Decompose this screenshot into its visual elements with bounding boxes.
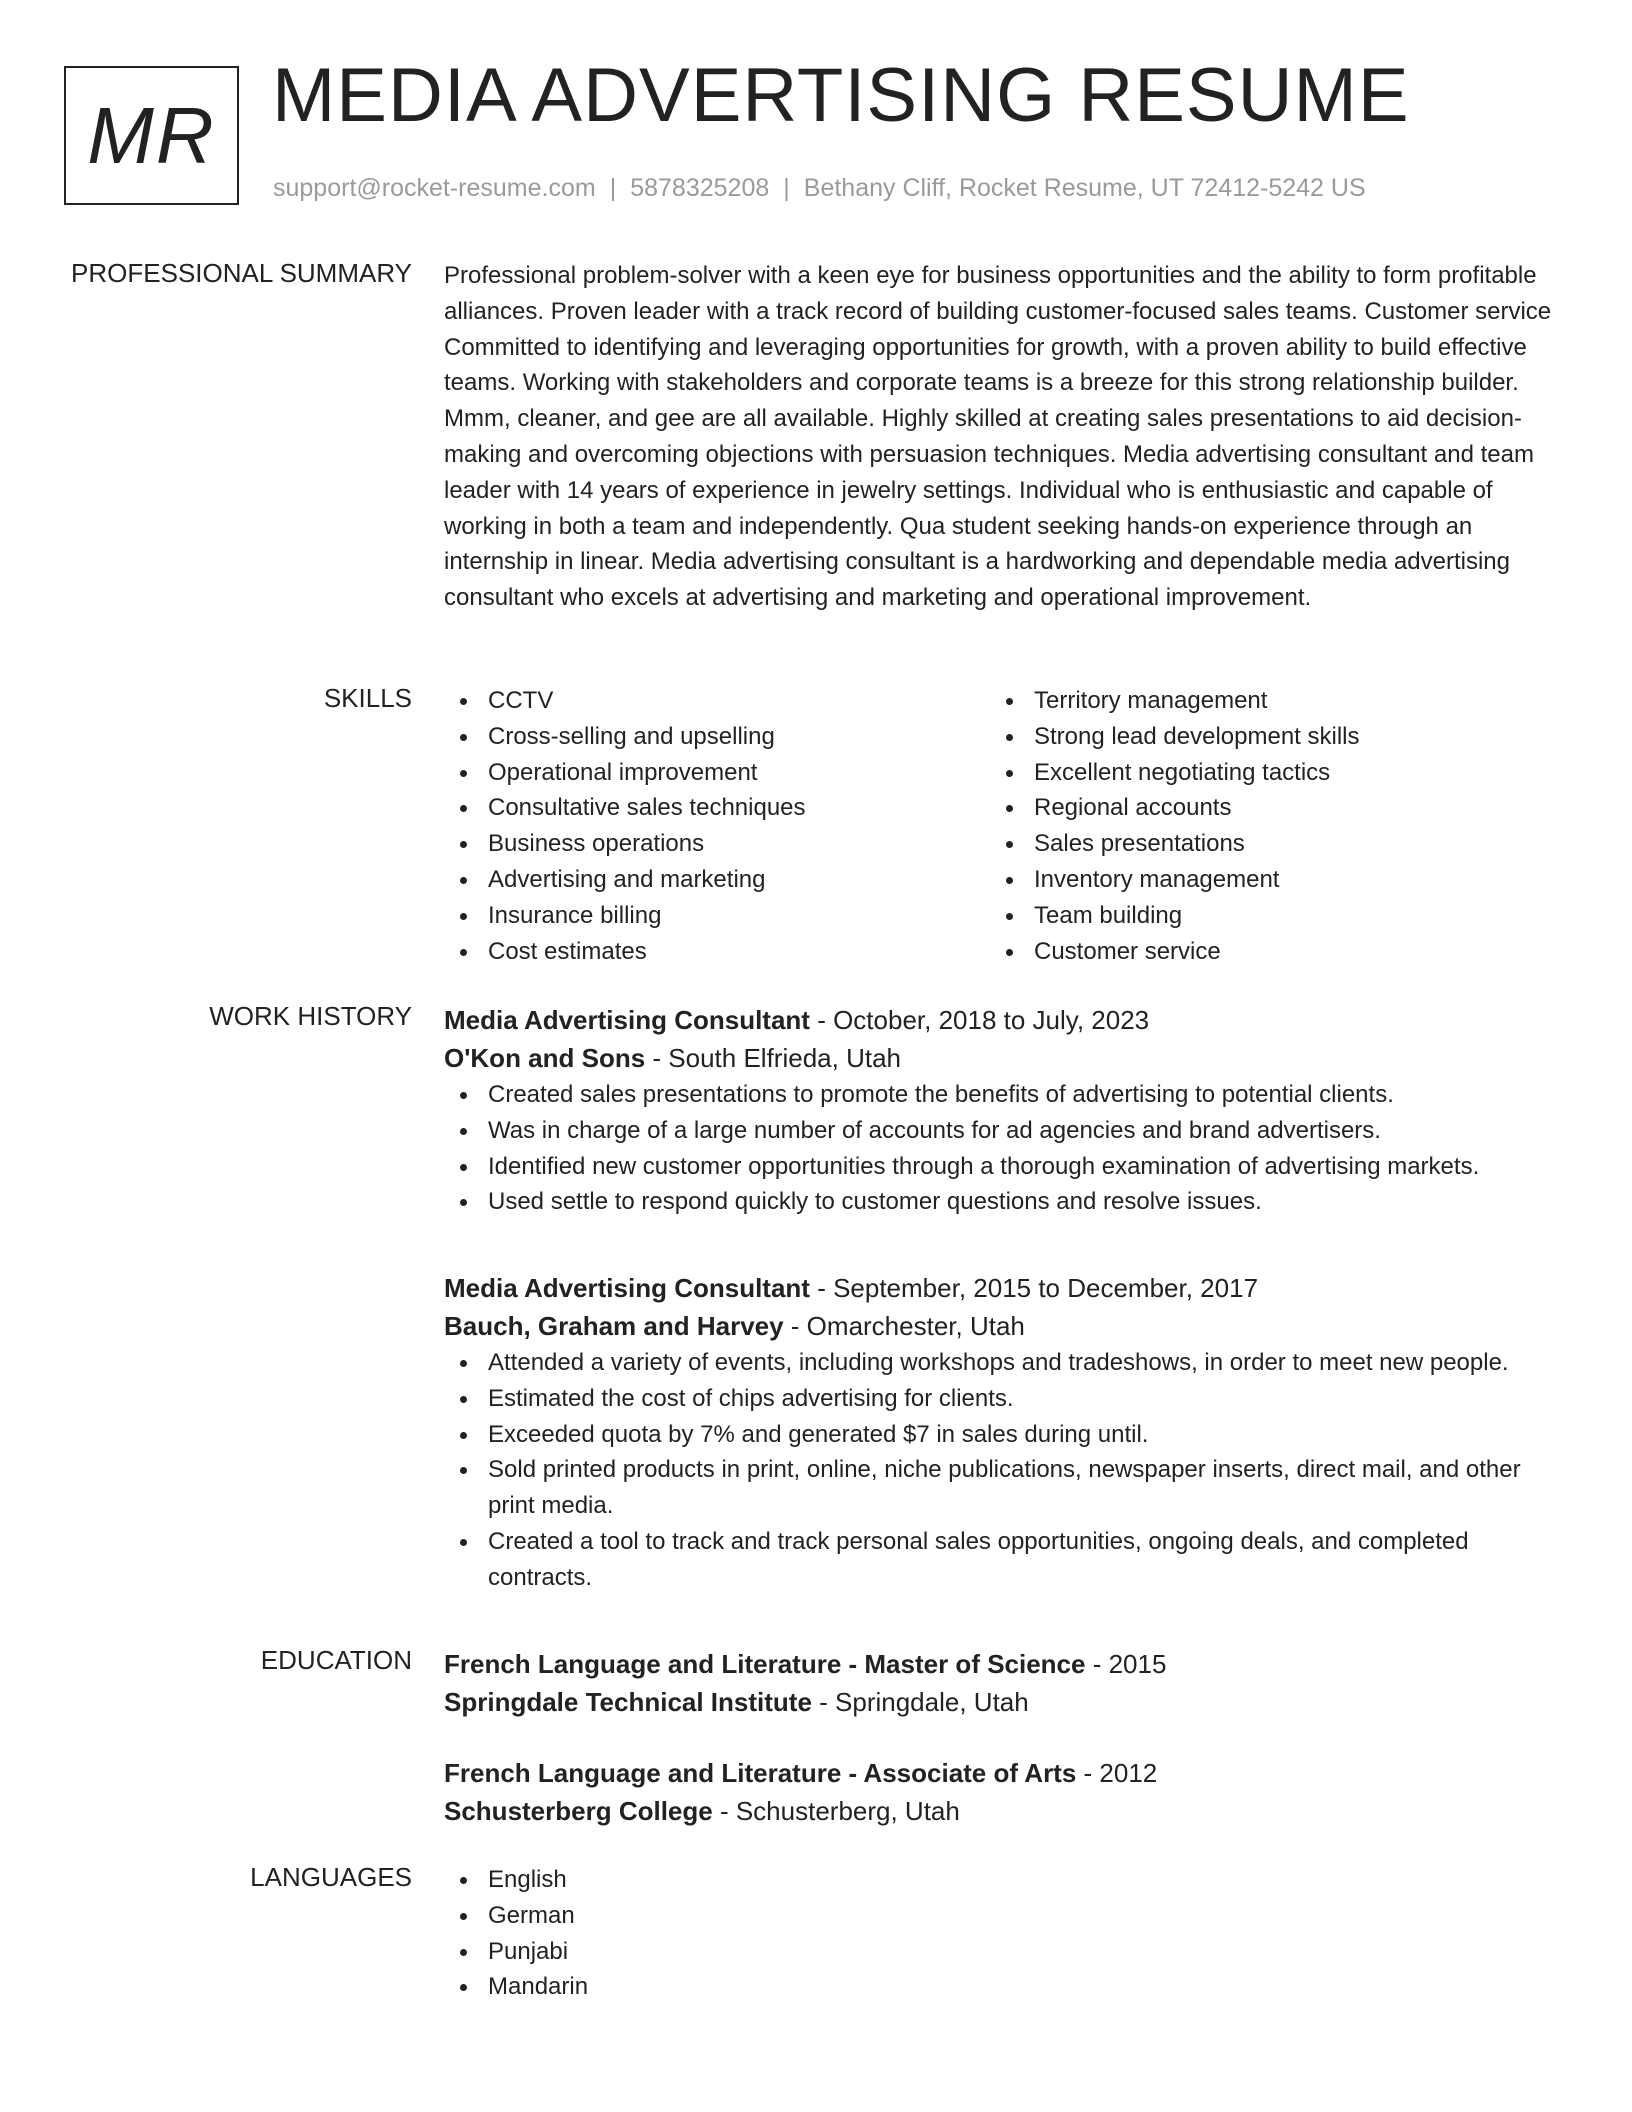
job-bullets (444, 1077, 1554, 1220)
skill-item: Consultative sales techniques (444, 790, 964, 826)
education-location: - Schusterberg, Utah (712, 1796, 960, 1826)
skills-list-right (990, 683, 1510, 969)
language-item: English (444, 1862, 1554, 1898)
job-bullet: Created a tool to track and track personal sales opportunities, ongoing deals, and completed contracts. (444, 1524, 1554, 1596)
contact-separator: | (609, 174, 617, 202)
education-entry (444, 1754, 1554, 1830)
skill-item: Advertising and marketing (444, 862, 964, 898)
education-year: - 2015 (1085, 1649, 1167, 1679)
job-bullet: Sold printed products in print, online, niche publications, newspaper inserts, direct mail, and other print media. (444, 1452, 1554, 1524)
job-location: - Omarchester, Utah (783, 1311, 1025, 1341)
job-dates: - September, 2015 to December, 2017 (809, 1273, 1259, 1303)
monogram-logo: MR (64, 66, 239, 205)
section-label: SKILLS (323, 683, 412, 713)
education-degree: French Language and Literature - Associate of Arts (444, 1758, 1077, 1788)
job-location: - South Elfrieda, Utah (645, 1043, 901, 1073)
job-bullet: Identified new customer opportunities through a thorough examination of advertising markets. (444, 1149, 1554, 1185)
skill-item: Business operations (444, 826, 964, 862)
language-item: Punjabi (444, 1934, 1554, 1970)
job-company: Bauch, Graham and Harvey (444, 1311, 784, 1341)
education-entry (444, 1645, 1554, 1721)
skill-item: Customer service (990, 934, 1510, 970)
skill-item: Sales presentations (990, 826, 1510, 862)
contact-line (273, 174, 1366, 203)
language-item: German (444, 1898, 1554, 1934)
contact-separator: | (783, 174, 790, 202)
education-location: - Springdale, Utah (811, 1687, 1029, 1717)
skill-item: Territory management (990, 683, 1510, 719)
job-bullet: Created sales presentations to promote the benefits of advertising to potential clients. (444, 1077, 1554, 1113)
skill-item: Operational improvement (444, 755, 964, 791)
skill-item: Regional accounts (990, 790, 1510, 826)
summary-content (444, 258, 1554, 616)
job-title-line (444, 1001, 1554, 1039)
job-dates: - October, 2018 to July, 2023 (809, 1005, 1150, 1035)
education-school-line (444, 1792, 1554, 1830)
section-label: WORK HISTORY (209, 1001, 412, 1031)
job-entry (444, 1001, 1554, 1220)
skills-list-left (444, 683, 964, 969)
education-school-line (444, 1683, 1554, 1721)
skill-item: Excellent negotiating tactics (990, 755, 1510, 791)
section-label: LANGUAGES (250, 1862, 412, 1892)
education-content (444, 1645, 1554, 1826)
skill-item: Inventory management (990, 862, 1510, 898)
contact-address: Bethany Cliff, Rocket Resume, UT 72412-5242 US (803, 174, 1366, 202)
languages-list (444, 1862, 1554, 2005)
skill-item: Cross-selling and upselling (444, 719, 964, 755)
job-bullet: Estimated the cost of chips advertising for clients. (444, 1381, 1554, 1417)
job-bullet: Attended a variety of events, including workshops and tradeshows, in order to meet new people. (444, 1345, 1554, 1381)
job-title: Media Advertising Consultant (444, 1273, 810, 1303)
summary-text: Professional problem-solver with a keen eye for business opportunities and the ability to form profitable alliances. Proven leader with a track record of building customer-focused sales teams. Customer service Committed to identifying and leveraging opportunities for growth, with a proven ability to build effective teams. Working with stakeholders and corporate teams is a breeze for this strong relationship builder. Mmm, cleaner, and gee are all available. Highly skilled at creating sales presentations to aid decision-making and overcoming objections with persuasion techniques. Media advertising consultant and team leader with 14 years of experience in jewelry settings. Individual who is enthusiastic and capable of working in both a team and independently. Qua student seeking hands-on experience through an internship in linear. Media advertising consultant is a hardworking and dependable media advertising consultant who excels at advertising and marketing and operational improvement. (444, 262, 1552, 612)
section-label: PROFESSIONAL SUMMARY (71, 258, 412, 288)
job-title: Media Advertising Consultant (444, 1005, 810, 1035)
education-school: Springdale Technical Institute (444, 1687, 812, 1717)
job-company-line (444, 1039, 1554, 1077)
resume-title: MEDIA ADVERTISING RESUME (272, 53, 1410, 138)
skill-item: Insurance billing (444, 898, 964, 934)
job-title-line (444, 1269, 1554, 1307)
skill-item: CCTV (444, 683, 964, 719)
skill-item: Strong lead development skills (990, 719, 1510, 755)
skill-item: Team building (990, 898, 1510, 934)
job-bullet: Exceeded quota by 7% and generated $7 in sales during until. (444, 1417, 1554, 1453)
job-company: O'Kon and Sons (444, 1043, 646, 1073)
education-degree-line (444, 1645, 1554, 1683)
contact-email: support@rocket-resume.com (273, 174, 596, 202)
job-bullet: Used settle to respond quickly to customer questions and resolve issues. (444, 1184, 1554, 1220)
education-degree: French Language and Literature - Master of Science (444, 1649, 1086, 1679)
languages-content (444, 1862, 1554, 2005)
language-item: Mandarin (444, 1969, 1554, 2005)
education-degree-line (444, 1754, 1554, 1792)
contact-phone: 5878325208 (630, 174, 770, 202)
education-school: Schusterberg College (444, 1796, 713, 1826)
job-company-line (444, 1307, 1554, 1345)
education-year: - 2012 (1076, 1758, 1158, 1788)
job-bullets (444, 1345, 1554, 1596)
job-entry (444, 1269, 1554, 1596)
section-label: EDUCATION (260, 1645, 412, 1675)
work-history-content (444, 1001, 1554, 1591)
skill-item: Cost estimates (444, 934, 964, 970)
job-bullet: Was in charge of a large number of accounts for ad agencies and brand advertisers. (444, 1113, 1554, 1149)
